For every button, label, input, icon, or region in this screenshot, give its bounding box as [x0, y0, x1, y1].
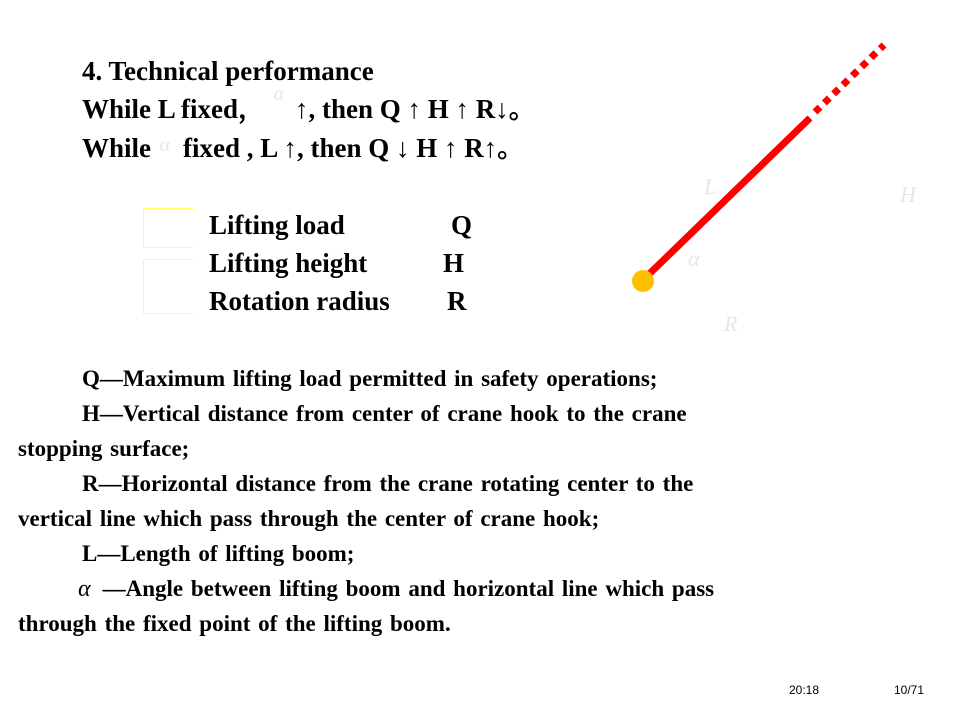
definition-L: L—Length of lifting boom; [82, 541, 355, 566]
definition-Q: Q—Maximum lifting load permitted in safety operations; [82, 366, 658, 391]
param-label: Lifting load [209, 210, 345, 240]
label-H-faint: H [900, 182, 916, 207]
param-label: Lifting height [209, 248, 368, 278]
slide-heading: 4. Technical performance [82, 56, 374, 86]
label-alpha-faint: α [688, 246, 700, 271]
label-R-faint: R [724, 311, 738, 336]
label-L-faint: L [704, 174, 717, 199]
definition-H-cont: stopping surface; [18, 436, 190, 461]
alpha-faint-2: α [159, 134, 171, 156]
footer-time: 20:18 [789, 683, 820, 697]
boom-pivot-point [632, 270, 654, 292]
param-symbol: R [447, 286, 467, 316]
param-symbol: H [443, 248, 465, 278]
rule2-part-a: While [82, 133, 152, 163]
definition-R: R—Horizontal distance from the crane rotating center to the [82, 471, 694, 496]
definition-alpha-cont: through the fixed point of the lifting boom. [18, 611, 451, 636]
alpha-symbol: α [78, 576, 91, 602]
footer-page-number: 10/71 [894, 683, 925, 697]
boom-dashed-extension [815, 45, 884, 112]
alpha-faint-1: α [273, 83, 285, 105]
param-label: Rotation radius [209, 286, 390, 316]
definition-alpha-text: —Angle between lifting boom and horizontal line which pass [102, 576, 715, 601]
definition-alpha [78, 571, 714, 607]
param-symbol: Q [451, 210, 473, 240]
rule2-part-b: fixed , L ↑, then Q ↓ H ↑ R↑。 [183, 133, 525, 163]
boom-solid-line [643, 118, 810, 280]
rule1-part-a: While L fixed， [82, 94, 266, 124]
definition-R-cont: vertical line which pass through the center of crane hook; [18, 506, 600, 531]
rule1-part-b: ↑, then Q ↑ H ↑ R↓。 [295, 94, 536, 124]
definition-H: H—Vertical distance from center of crane hook to the crane [82, 401, 687, 426]
